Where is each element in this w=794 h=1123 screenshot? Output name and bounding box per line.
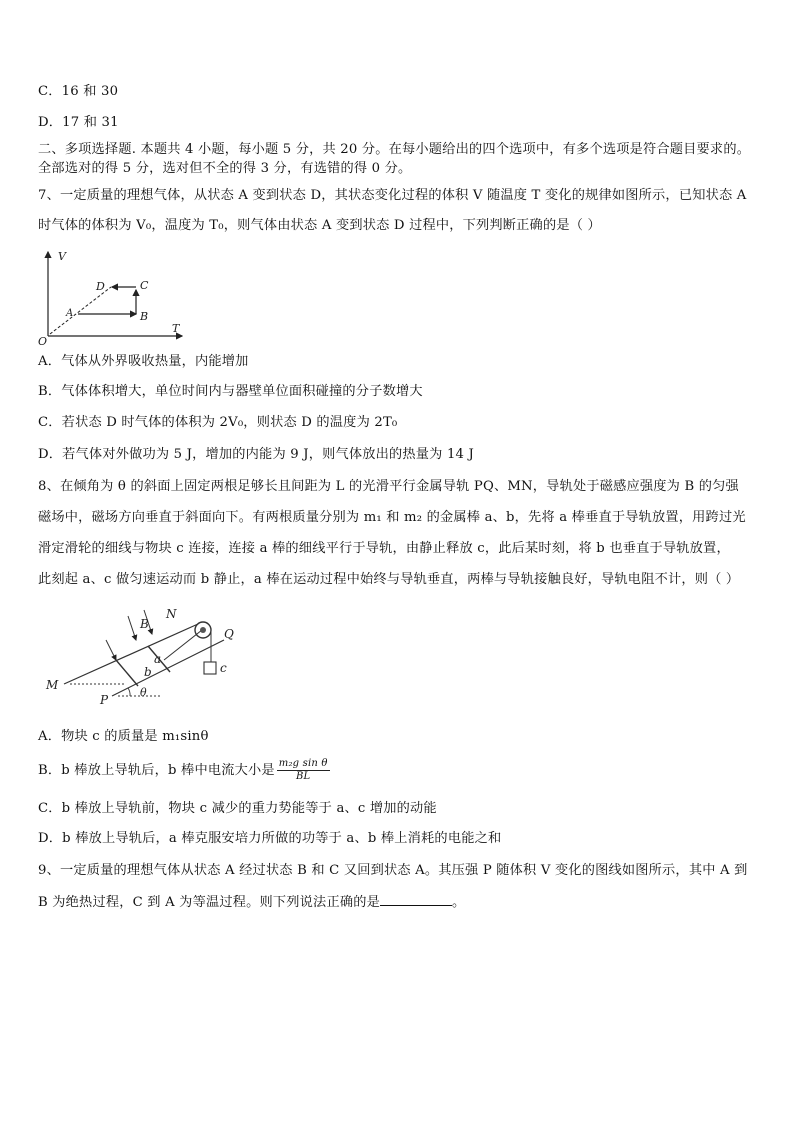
q8-option-a: A．物块 c 的质量是 m₁sinθ — [38, 729, 209, 744]
label-field-b: B — [140, 617, 149, 631]
q8-option-c: C．b 棒放上导轨前，物块 c 减少的重力势能等于 a、c 增加的动能 — [38, 801, 437, 816]
pulley-axle — [200, 627, 206, 633]
label-rod-b: b — [144, 665, 152, 679]
field-arrow-1 — [128, 616, 136, 640]
q7-stem-line1: 7、一定质量的理想气体，从状态 A 变到状态 D，其状态变化过程的体积 V 随温度 T 变化的规律如图所示，已知状态 A — [38, 188, 747, 203]
q9-stem-line2-end: 。 — [452, 895, 466, 910]
q7-option-b: B．气体体积增大，单位时间内与器壁单位面积碰撞的分子数增大 — [38, 384, 423, 399]
label-p: P — [100, 693, 109, 707]
label-a: A — [66, 308, 74, 319]
label-v: V — [58, 250, 66, 263]
label-theta: θ — [140, 686, 147, 699]
label-b: B — [140, 310, 149, 323]
q7-option-a: A．气体从外界吸收热量，内能增加 — [38, 354, 249, 369]
q8-rail-diagram — [40, 600, 250, 712]
label-c: C — [140, 279, 149, 292]
q7-stem-line2: 时气体的体积为 V₀，温度为 T₀，则气体由状态 A 变到状态 D 过程中，下列判断正确的是（ ） — [38, 218, 601, 233]
q9-stem-line2 — [38, 893, 465, 912]
option-d-prev: D．17 和 31 — [38, 115, 119, 130]
fraction-numerator: m₂g sin θ — [278, 758, 328, 769]
q7-vt-diagram — [36, 244, 196, 348]
label-t: T — [172, 322, 180, 335]
q8-stem-line3: 滑定滑轮的细线与物块 c 连接，连接 a 棒的细线平行于导轨，由静止释放 c，此后某时刻，将 b 也垂直于导轨放置， — [38, 541, 730, 556]
q8-option-b — [38, 758, 330, 783]
q8-stem-line2: 磁场中，磁场方向垂直于斜面向下。有两根质量分别为 m₁ 和 m₂ 的金属棒 a、b，先将 a 棒垂直于导轨放置，用跨过光 — [38, 510, 746, 525]
answer-blank[interactable] — [380, 893, 452, 906]
label-o: O — [38, 335, 48, 348]
fraction-denominator: BL — [296, 771, 311, 782]
field-arrow-3 — [106, 640, 116, 660]
q8-option-d: D．b 棒放上导轨后，a 棒克服安培力所做的功等于 a、b 棒上消耗的电能之和 — [38, 831, 502, 846]
label-rod-a: a — [154, 652, 162, 666]
section-heading-line1: 二、多项选择题. 本题共 4 小题，每小题 5 分，共 20 分。在每小题给出的四个选项中，有多个选项是符合题目要求的。 — [38, 142, 751, 157]
rail-mn — [64, 624, 198, 684]
label-m: M — [46, 678, 59, 692]
rod-b — [116, 660, 138, 686]
dashed-line — [50, 287, 111, 334]
section-heading-line2: 全部选对的得 5 分，选对但不全的得 3 分，有选错的得 0 分。 — [38, 161, 412, 176]
q8-stem-line1: 8、在倾角为 θ 的斜面上固定两根足够长且间距为 L 的光滑平行金属导轨 PQ、MN，导轨处于磁感应强度为 B 的匀强 — [38, 479, 739, 494]
option-c-prev: C．16 和 30 — [38, 84, 119, 99]
q8-option-b-text: B．b 棒放上导轨后，b 棒中电流大小是 — [38, 763, 275, 778]
q8-option-b-fraction — [277, 758, 330, 783]
block-c — [204, 662, 216, 674]
label-n: N — [166, 607, 177, 621]
label-d: D — [96, 280, 105, 293]
q9-stem-line1: 9、一定质量的理想气体从状态 A 经过状态 B 和 C 又回到状态 A。其压强 P 随体积 V 变化的图线如图所示，其中 A 到 — [38, 863, 748, 878]
q7-option-d: D．若气体对外做功为 5 J，增加的内能为 9 J，则气体放出的热量为 14 J — [38, 447, 475, 462]
q7-option-c: C．若状态 D 时气体的体积为 2V₀，则状态 D 的温度为 2T₀ — [38, 415, 398, 430]
label-c: c — [220, 661, 227, 675]
label-q: Q — [224, 627, 234, 641]
q9-stem-line2-text: B 为绝热过程，C 到 A 为等温过程。则下列说法正确的是 — [38, 895, 380, 910]
angle-arc — [128, 688, 130, 696]
q8-stem-line4: 此刻起 a、c 做匀速运动而 b 静止，a 棒在运动过程中始终与导轨垂直，两棒与导轨接触良好，导轨电阻不计，则（ ） — [38, 572, 740, 587]
